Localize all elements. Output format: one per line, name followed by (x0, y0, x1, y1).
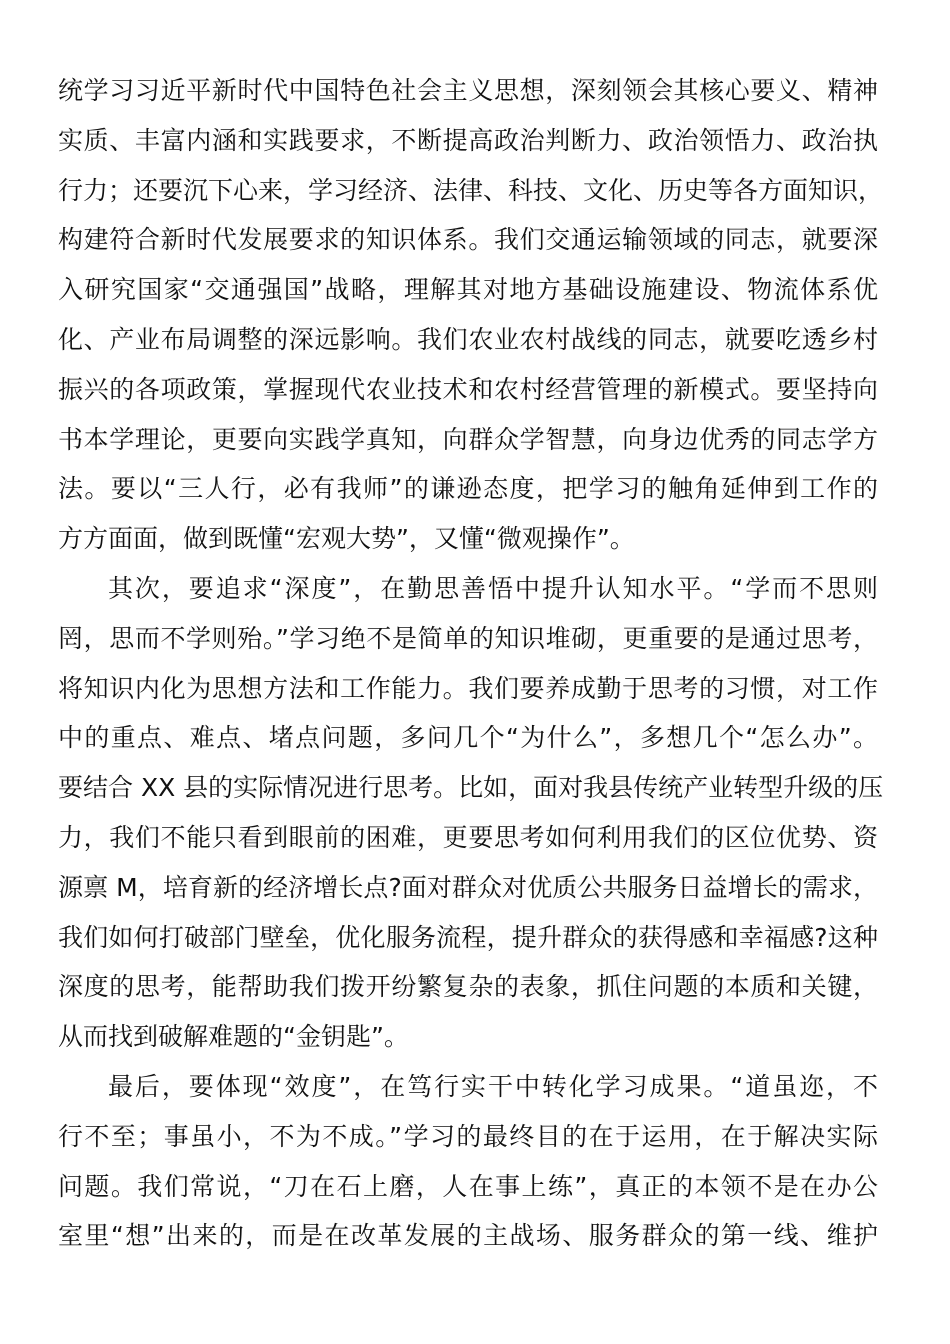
text-line: 法。要以“三人行，必有我师”的谦逊态度，把学习的触角延伸到工作的 (58, 474, 878, 504)
text-line: 化、产业布局调整的深远影响。我们农业农村战线的同志，就要吃透乡村 (58, 324, 878, 354)
body-text (58, 66, 884, 1261)
text-line: 室里“想”出来的，而是在改革发展的主战场、服务群众的第一线、维护 (58, 1221, 878, 1251)
text-line: 其次，要追求“深度”，在勤思善悟中提升认知水平。“学而不思则 (108, 573, 878, 603)
text-line: 入研究国家“交通强国”战略，理解其对地方基础设施建设、物流体系优 (58, 275, 878, 305)
text-line: 统学习习近平新时代中国特色社会主义思想，深刻领会其核心要义、精神 (58, 76, 878, 105)
text-line: 行不至；事虽小，不为不成。”学习的最终目的在于运用，在于解决实际 (58, 1121, 878, 1151)
text-line: 方方面面，做到既懂“宏观大势”，又懂“微观操作”。 (58, 524, 635, 554)
text-line: 从而找到破解难题的“金钥匙”。 (58, 1022, 409, 1052)
text-line: 将知识内化为思想方法和工作能力。我们要养成勤于思考的习惯，对工作 (58, 673, 878, 703)
text-line: 行力；还要沉下心来，学习经济、法律、科技、文化、历史等各方面知识， (58, 175, 884, 205)
text-line: 书本学理论，更要向实践学真知，向群众学智慧，向身边优秀的同志学方 (58, 424, 878, 454)
text-line: 要结合 XX 县的实际情况进行思考。比如，面对我县传统产业转型升级的压 (58, 773, 884, 803)
text-line: 深度的思考，能帮助我们拨开纷繁复杂的表象，抓住问题的本质和关键， (58, 972, 878, 1002)
text-line: 中的重点、难点、堵点问题，多问几个“为什么”，多想几个“怎么办”。 (58, 723, 878, 753)
paragraph-2 (58, 564, 884, 1062)
text-line: 源禀 M，培育新的经济增长点?面对群众对优质公共服务日益增长的需求， (58, 872, 878, 902)
text-line: 我们如何打破部门壁垒，优化服务流程，提升群众的获得感和幸福感?这种 (58, 922, 878, 952)
text-line: 实质、丰富内涵和实践要求，不断提高政治判断力、政治领悟力、政治执 (58, 125, 878, 155)
text-line: 问题。我们常说，“刀在石上磨，人在事上练”，真正的本领不是在办公 (58, 1171, 878, 1201)
text-line: 振兴的各项政策，掌握现代农业技术和农村经营管理的新模式。要坚持向 (58, 374, 878, 404)
text-line: 构建符合新时代发展要求的知识体系。我们交通运输领域的同志，就要深 (58, 225, 878, 255)
text-line: 罔，思而不学则殆。”学习绝不是简单的知识堆砌，更重要的是通过思考， (58, 623, 878, 653)
text-line: 力，我们不能只看到眼前的困难，更要思考如何利用我们的区位优势、资 (58, 822, 878, 852)
text-line: 最后，要体现“效度”，在笃行实干中转化学习成果。“道虽迩，不 (108, 1071, 878, 1101)
paragraph-1 (58, 66, 884, 564)
paragraph-3 (58, 1062, 878, 1261)
